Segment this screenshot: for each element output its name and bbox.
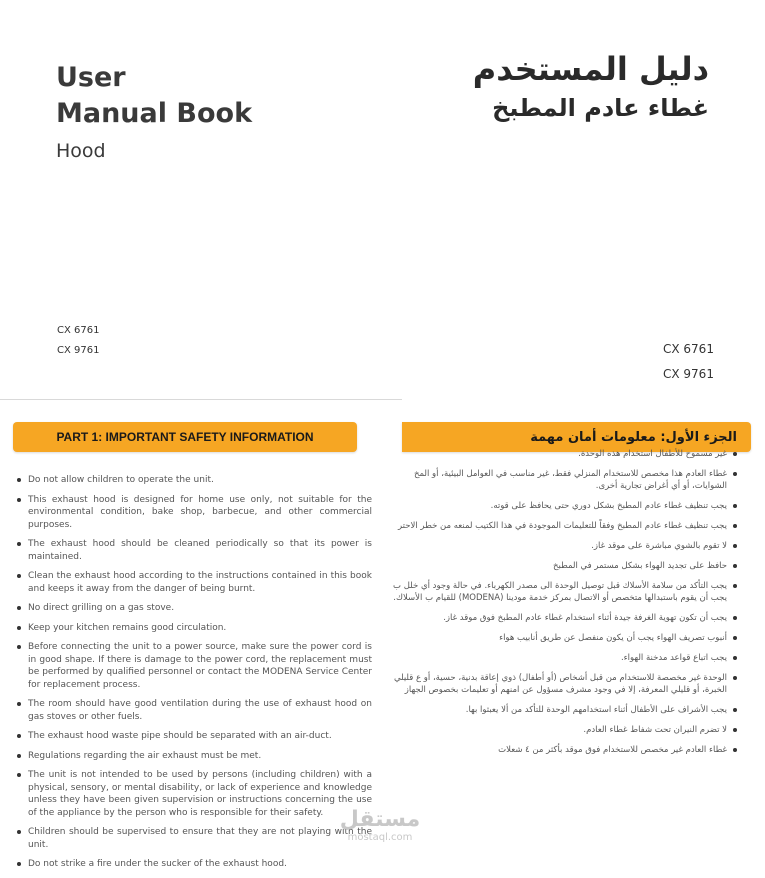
safety-list-ar-viewport	[393, 444, 751, 866]
list-item: حافظ على تجديد الهواء بشكل مستمر في المطبخ	[377, 560, 737, 572]
model-number-ar-2: CX 9761	[663, 367, 714, 381]
list-item: أنبوب تصريف الهواء يجب أن يكون منفصل عن طريق أنابيب هواء	[377, 632, 737, 644]
safety-list-en	[13, 474, 372, 878]
section-heading-ar: الجزء الأول: معلومات أمان مهمة	[402, 422, 751, 452]
list-item: الوحدة غير مخصصة للاستخدام من قبل أشخاص (أو أطفال) ذوي إعاقة بدنية، حسية، أو ع قليلي الخبرة، أو قليلي المعرفة، إلا في وجود مشرف مسؤول عن امنهم أو تعليمات بخصوص الجهاز	[377, 672, 737, 696]
list-item: The room should have good ventilation during the use of exhaust hood on gas stoves or other fuels.	[28, 699, 372, 722]
cover-subtitle-en: Hood	[56, 140, 106, 162]
cover-title-ar: دليل المستخدم	[472, 50, 709, 88]
section-heading-en: PART 1: IMPORTANT SAFETY INFORMATION	[13, 422, 357, 452]
cover-title-line2: Manual Book	[56, 98, 253, 129]
list-item: غطاء العادم هذا مخصص للاستخدام المنزلي فقط، غير مناسب في العوامل البيئية، أو المخ الشوايات، أو أي أغراض تجارية أخرى.	[377, 468, 737, 492]
model-number-en-1: CX 6761	[57, 325, 100, 336]
list-item: No direct grilling on a gas stove.	[28, 602, 372, 615]
list-item: يجب اتباع قواعد مدخنة الهواء.	[377, 652, 737, 664]
list-item: غير مسموح للأطفال استخدام هذه الوحدة.	[377, 448, 737, 460]
list-item: Children should be supervised to ensure that they are not playing with the unit.	[28, 827, 372, 850]
list-item: Do not strike a fire under the sucker of the exhaust hood.	[28, 858, 372, 871]
list-item: يجب تنظيف غطاء عادم المطبخ بشكل دوري حتى يحافظ على قوته.	[377, 500, 737, 512]
list-item: This exhaust hood is designed for home use only, not suitable for the environmental condition, bake shop, barbecue, and other commercial purposes.	[28, 494, 372, 530]
cover-subtitle-ar: غطاء عادم المطبخ	[492, 94, 709, 122]
list-item: The unit is not intended to be used by persons (including children) with a physical, sensory, or mental disability, or lack of experience and knowledge unless they have been given supervision or instructions concerning the use of the appliance by the person who is responsible for their safety.	[28, 770, 372, 818]
cover-title-line1: User	[56, 62, 126, 93]
model-number-ar-1: CX 6761	[663, 342, 714, 356]
list-item: Before connecting the unit to a power source, make sure the power cord is in good shape. If there is damage to the power cord, the replacement must be performed by qualified personnel or contact the MODENA Service Center for replacement process.	[28, 642, 372, 690]
watermark-logo	[320, 808, 440, 844]
model-number-en-2: CX 9761	[57, 345, 100, 356]
list-item: Do not allow children to operate the unit.	[28, 474, 372, 487]
watermark-arabic: مستقل	[339, 807, 421, 832]
list-item: The exhaust hood waste pipe should be separated with an air-duct.	[28, 730, 372, 743]
list-item: يجب تنظيف غطاء عادم المطبخ وفقاً للتعليمات الموجودة في هذا الكتيب لمنعه من خطر الاحتر	[377, 520, 737, 532]
cover-title-en	[56, 60, 252, 132]
list-item: يجب التأكد من سلامة الأسلاك قبل توصيل الوحدة الى مصدر الكهرباء. في حالة وجود أي خلل ب يجب أن يقوم باستبدالها متخصص أو الاتصال بمركز خدمة مودينا (MODENA) للقيام ب الأسلاك.	[377, 580, 737, 604]
list-item: غطاء العادم غير مخصص للاستخدام فوق موقد بأكثر من ٤ شعلات	[377, 744, 737, 756]
list-item: The exhaust hood should be cleaned periodically so that its power is maintained.	[28, 539, 372, 562]
watermark-latin: mostaql.com	[347, 832, 413, 843]
list-item: يجب أن تكون تهوية الغرفة جيدة أثناء استخدام غطاء عادم المطبخ فوق موقد غاز.	[377, 612, 737, 624]
list-item: لا تضرم النيران تحت شفاط غطاء العادم.	[377, 724, 737, 736]
safety-list-ar	[377, 448, 737, 764]
list-item: يجب الأشراف على الأطفال أثناء استخدامهم الوحدة للتأكد من ألا يعبثوا بها.	[377, 704, 737, 716]
list-item: لا تقوم بالشوي مباشرة على موقد غاز.	[377, 540, 737, 552]
list-item: Regulations regarding the air exhaust must be met.	[28, 750, 372, 763]
page-divider	[0, 399, 402, 400]
list-item: Clean the exhaust hood according to the instructions contained in this book and keeps it away from the danger of being burnt.	[28, 571, 372, 594]
list-item: Keep your kitchen remains good circulation.	[28, 622, 372, 635]
